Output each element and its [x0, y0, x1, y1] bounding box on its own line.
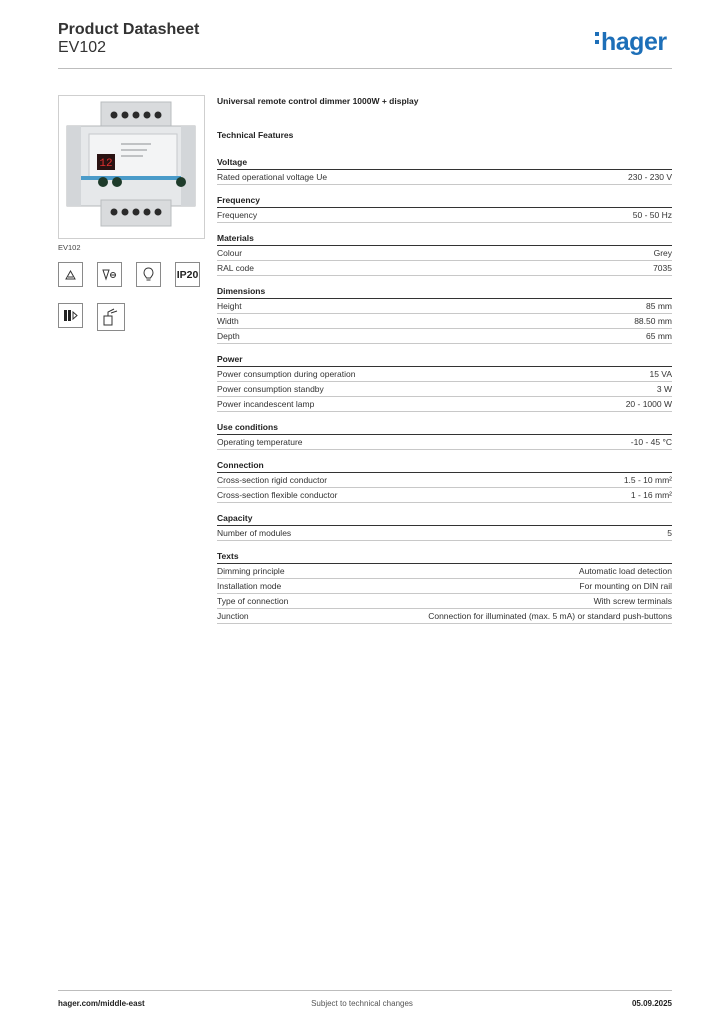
section-title: Materials — [217, 232, 672, 246]
din-rail-module-icon — [58, 303, 83, 328]
spec-value: 65 mm — [646, 331, 672, 341]
hager-logo — [595, 28, 667, 56]
spec-row — [217, 435, 672, 450]
spec-row — [217, 526, 672, 541]
spec-value: With screw terminals — [593, 596, 672, 606]
spec-row — [217, 208, 672, 223]
section-voltage — [217, 156, 672, 185]
spec-label: RAL code — [217, 263, 255, 273]
spec-label: Height — [217, 301, 242, 311]
ambient-temperature-icon — [58, 262, 83, 287]
spec-row — [217, 367, 672, 382]
spec-label: Power incandescent lamp — [217, 399, 315, 409]
logo-text: hager — [601, 28, 667, 56]
spec-row — [217, 579, 672, 594]
section-title: Capacity — [217, 512, 672, 526]
section-title: Connection — [217, 459, 672, 473]
section-title: Frequency — [217, 194, 672, 208]
spec-value: 5 — [667, 528, 672, 538]
spec-row — [217, 246, 672, 261]
spec-row — [217, 329, 672, 344]
section-use-conditions — [217, 421, 672, 450]
section-frequency — [217, 194, 672, 223]
footer-website-link[interactable]: hager.com/middle-east — [58, 999, 145, 1008]
technical-features-title: Technical Features — [217, 130, 294, 140]
spec-row — [217, 261, 672, 276]
spec-row — [217, 488, 672, 503]
spec-row — [217, 382, 672, 397]
spec-table — [217, 156, 672, 633]
section-dimensions — [217, 285, 672, 344]
section-title: Voltage — [217, 156, 672, 170]
spec-value: Grey — [653, 248, 672, 258]
spec-row — [217, 609, 672, 624]
spec-label: Cross-section flexible conductor — [217, 490, 338, 500]
spec-label: Dimming principle — [217, 566, 285, 576]
spec-row — [217, 397, 672, 412]
product-reference: EV102 — [58, 39, 107, 56]
logo-colon-mark — [595, 28, 601, 48]
ip20-label: IP20 — [175, 262, 200, 287]
image-caption: EV102 — [58, 243, 81, 252]
spec-label: Power consumption during operation — [217, 369, 356, 379]
dimmer-control-icon — [97, 262, 122, 287]
lamp-icon — [136, 262, 161, 287]
section-power — [217, 353, 672, 412]
spec-value: 230 - 230 V — [628, 172, 672, 182]
spec-value: 1.5 - 10 mm² — [623, 475, 672, 485]
spec-row — [217, 314, 672, 329]
section-connection — [217, 459, 672, 503]
spec-value: 7035 — [653, 263, 672, 273]
spec-value: 88.50 mm — [634, 316, 672, 326]
spec-label: Installation mode — [217, 581, 282, 591]
spec-row — [217, 564, 672, 579]
spec-label: Depth — [217, 331, 240, 341]
footer-date: 05.09.2025 — [631, 999, 672, 1008]
spec-label: Frequency — [217, 210, 258, 220]
spec-row — [217, 170, 672, 185]
spec-value: -10 - 45 °C — [630, 437, 672, 447]
dimmer-device-drawing — [59, 96, 204, 238]
section-texts — [217, 550, 672, 624]
spec-label: Colour — [217, 248, 243, 258]
page-title: Product Datasheet — [58, 21, 200, 38]
section-materials — [217, 232, 672, 276]
spec-row — [217, 299, 672, 314]
spec-row — [217, 473, 672, 488]
spec-value: 20 - 1000 W — [625, 399, 672, 409]
spec-value: 85 mm — [646, 301, 672, 311]
product-image — [58, 95, 205, 239]
spec-label: Rated operational voltage Ue — [217, 172, 328, 182]
spec-value: 1 - 16 mm² — [630, 490, 672, 500]
section-capacity — [217, 512, 672, 541]
spec-label: Type of connection — [217, 596, 289, 606]
spec-label: Junction — [217, 611, 249, 621]
header-divider — [58, 68, 672, 69]
spec-label: Width — [217, 316, 239, 326]
spec-value: Connection for illuminated (max. 5 mA) or standard push-buttons — [428, 611, 672, 621]
spec-label: Power consumption standby — [217, 384, 324, 394]
footer-notice: Subject to technical changes — [311, 999, 413, 1008]
spec-value: 15 VA — [649, 369, 672, 379]
section-title: Dimensions — [217, 285, 672, 299]
spec-value: Automatic load detection — [578, 566, 672, 576]
section-title: Use conditions — [217, 421, 672, 435]
spec-label: Operating temperature — [217, 437, 303, 447]
section-title: Power — [217, 353, 672, 367]
screw-terminal-icon — [97, 303, 125, 331]
product-name: Universal remote control dimmer 1000W + display — [217, 96, 419, 106]
spec-row — [217, 594, 672, 609]
spec-value: For mounting on DIN rail — [579, 581, 672, 591]
spec-value: 50 - 50 Hz — [632, 210, 672, 220]
display-digits: 12 — [99, 158, 113, 170]
spec-value: 3 W — [656, 384, 672, 394]
section-title: Texts — [217, 550, 672, 564]
spec-label: Cross-section rigid conductor — [217, 475, 328, 485]
footer-divider — [58, 990, 672, 991]
spec-label: Number of modules — [217, 528, 292, 538]
